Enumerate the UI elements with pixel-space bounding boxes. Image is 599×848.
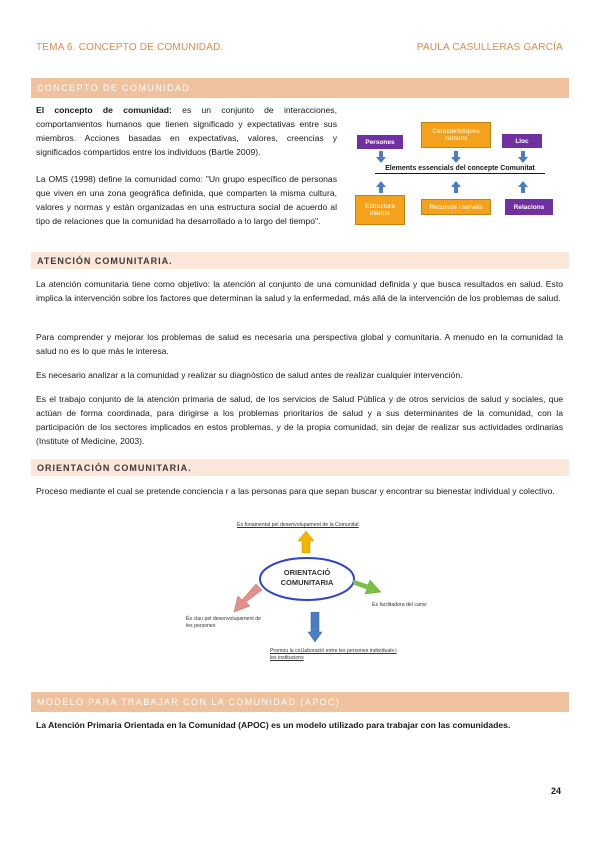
paragraph-diagnosis: Es necesario analizar a la comunidad y realizar su diagnóstico de salud antes de realizar cualquier intervención. (36, 370, 463, 380)
paragraph-apoc (36, 718, 563, 732)
center-line2: COMUNITARIA (280, 578, 334, 587)
arrow-down-icon (308, 612, 322, 642)
orientation-diagram (180, 518, 427, 668)
label-right: És facilitadora del canvi (372, 602, 427, 608)
page-number: 24 (550, 786, 561, 796)
arrow-up-icon (451, 181, 461, 193)
paragraph-apoc-text: La Atención Primaria Orientada en la Comunidad (APOC) es un modelo utilizado para trabajar con las comunidades. (36, 720, 511, 730)
center-line1: ORIENTACIÓ (283, 568, 331, 577)
header-author: PAULA CASULLERAS GARCÍA (416, 42, 563, 53)
section-title-apoc: MODELO PARA TRABAJAR CON LA COMUNIDAD (APOC). (31, 692, 569, 712)
arrow-down-icon (518, 151, 528, 163)
arrow-up-icon (298, 531, 314, 553)
header-course-title: TEMA 6. CONCEPTO DE COMUNIDAD. (36, 42, 224, 53)
arrow-down-icon (376, 151, 386, 163)
arrow-up-icon (376, 181, 386, 193)
arrow-left-icon (232, 584, 262, 612)
paragraph-perspective: Para comprender y mejorar los problemas de salud es necesaria una perspectiva global y comunitaria. A menudo en la comunidad la salud no es lo que más le interesa. (36, 332, 563, 356)
section-title-concepto: CONCEPTO DE COMUNIDAD. (31, 78, 569, 98)
elements-diagram (353, 119, 557, 231)
label-top-text: És fonamental pel desenvolupament de la Comunitat (237, 522, 359, 528)
center-label (258, 568, 356, 588)
arrow-right-icon (353, 574, 381, 594)
paragraph-concepto-text: es un conjunto de interacciones, comportamientos humanos que tienen significado y expectativas entre sus miembros. Acciones basadas en expectativas, valores, creencias y significados compartidos entre los individuos (Bartle 2009). (36, 105, 337, 157)
paragraph-joint-work: Es el trabajo conjunto de la atención primaria de salud, de los servicios de Salud Pública y de otros servicios de salud y sociales, que actúan de forma coordinada, para dirigirse a los problemas prioritarios de salud y a sus determinantes de la comunidad, con la participación de los sectores implicados en estos problemas, y de la propia comunidad, sin dejar de realizar sus actividades ordinarias (Institute of Medicine, 2003). (36, 394, 563, 446)
label-bottom-text: Promou la col.laboració entre les persones individuals i les institucions (270, 648, 397, 661)
label-top (237, 522, 397, 529)
box-relacions: Relacions (505, 199, 553, 215)
arrow-down-icon (451, 151, 461, 163)
paragraph-concepto-definition (36, 103, 337, 159)
diagram-title: Elements essencials del concepte Comunitat (375, 165, 545, 174)
paragraph-atencion-objective: La atención comunitaria tiene como objetivo: la atención al conjunto de una comunidad definida y que busca resultados en salud. Esto implica la intervención sobre los factores que determinan la salud y la enfermedad, más allá de la intervención de los problemas de salud. (36, 279, 563, 303)
box-estructura: Estructura interna (355, 195, 405, 225)
box-lloc: Lloc (502, 134, 542, 148)
paragraph-concepto-bold: El concepto de comunidad: (36, 105, 172, 115)
box-recursos: Recursos i serveis (421, 199, 491, 215)
arrow-up-icon (518, 181, 528, 193)
box-persones: Persones (357, 135, 403, 149)
paragraph-orientacion: Proceso mediante el cual se pretende conciencia r a las personas para que sepan buscar y encontrar su bienestar individual y colectivo. (36, 486, 555, 496)
label-bottom (270, 648, 400, 662)
paragraph-oms-definition: La OMS (1998) define la comunidad como: "Un grupo específico de personas que viven en una zona geográfica definida, que comparten la misma cultura, valores y normas y están organizadas en una estructura social de acuerdo al tipo de relaciones que la comunidad ha desarrollado a lo largo del tiempo". (36, 174, 337, 226)
section-title-atencion: ATENCIÓN COMUNITARIA. (31, 252, 569, 269)
box-caracteristiques: Característiques comuns (421, 122, 491, 148)
section-title-orientacion: ORIENTACIÓN COMUNITARIA. (31, 459, 569, 476)
label-left: És clau pel desenvolupament de les persones (186, 616, 261, 629)
